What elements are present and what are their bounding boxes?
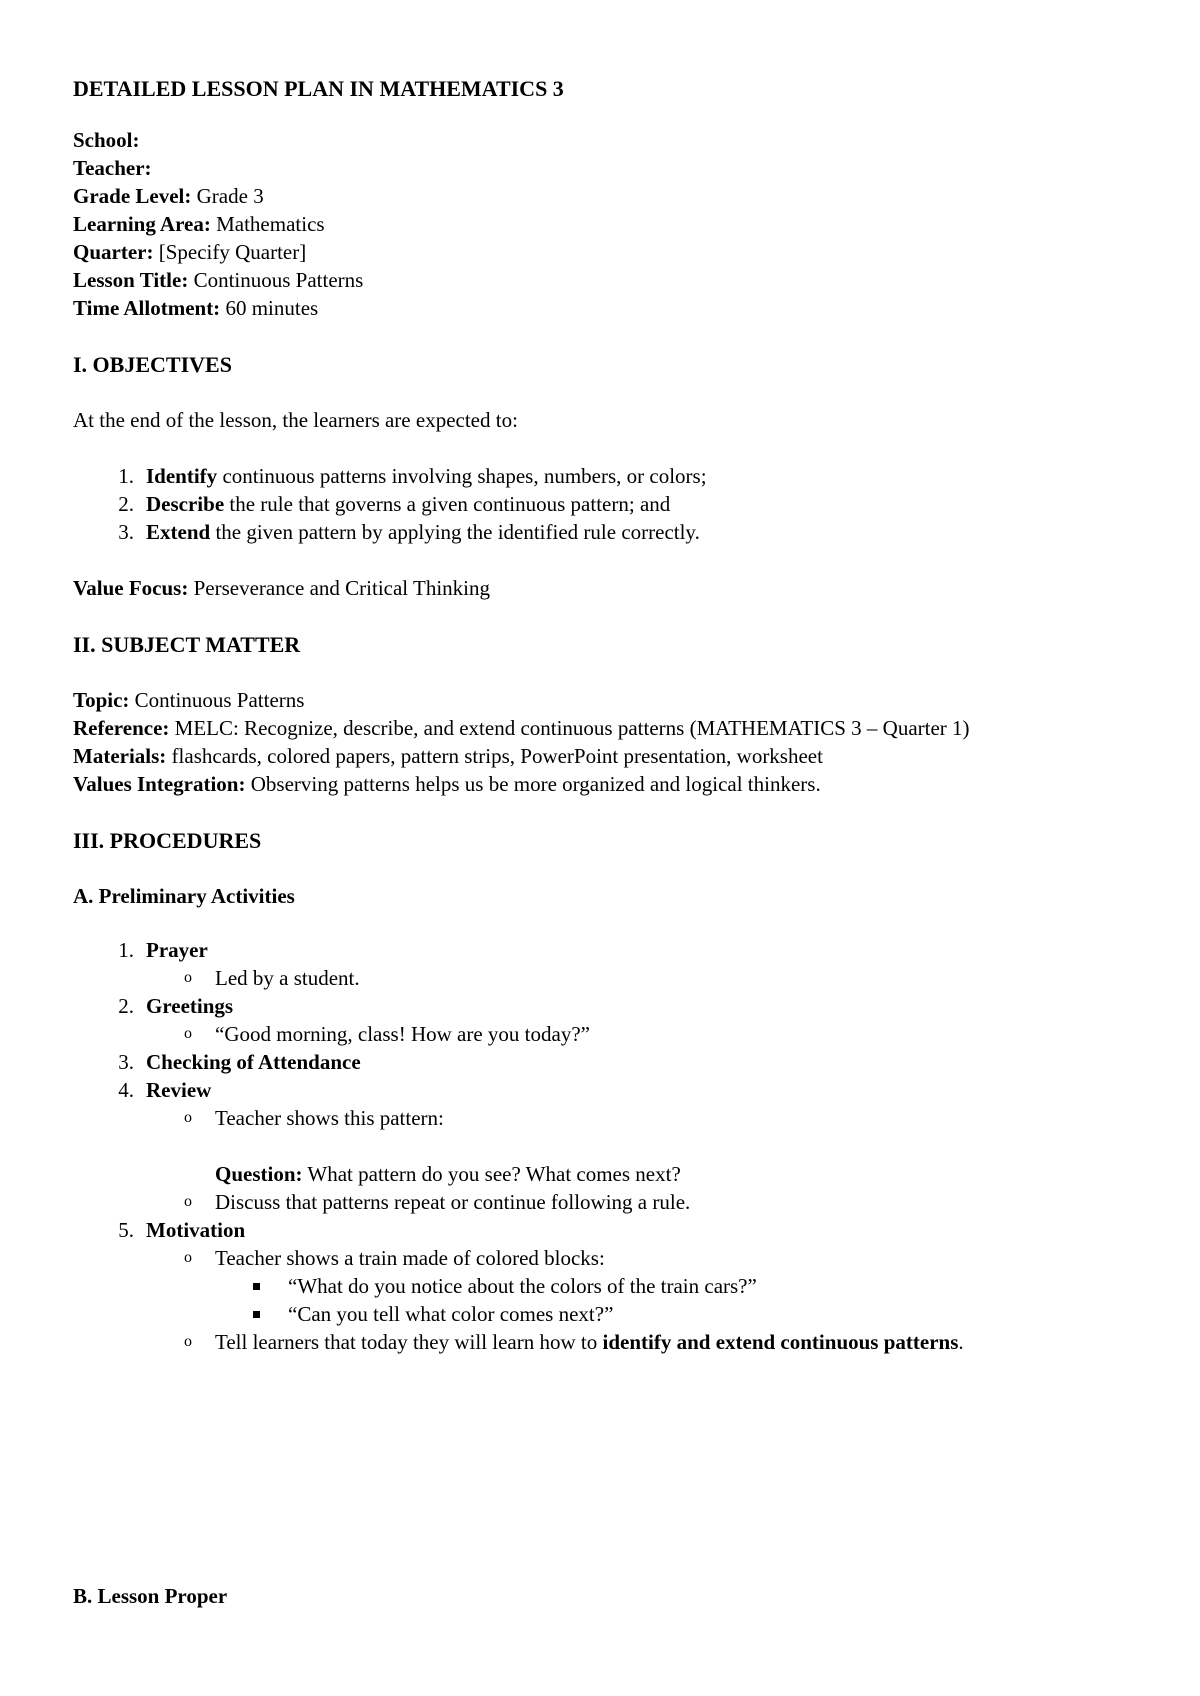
info-lesson-title [73, 266, 1140, 294]
subject-values-integration-value: Observing patterns helps us be more organized and logical thinkers. [250, 772, 821, 796]
value-focus [73, 574, 1140, 602]
objectives-list [73, 462, 1140, 546]
info-quarter-value: [Specify Quarter] [158, 240, 307, 264]
info-grade-level [73, 182, 1140, 210]
list-number: 5. [118, 1218, 134, 1242]
info-lesson-title-value: Continuous Patterns [193, 268, 364, 292]
preliminary-activities-heading: A. Preliminary Activities [73, 884, 295, 908]
review-question [215, 1160, 1140, 1188]
info-quarter-label: Quarter: [73, 240, 154, 264]
subject-materials [73, 742, 1140, 770]
info-grade-level-label: Grade Level: [73, 184, 192, 208]
objective-item [73, 462, 1140, 490]
square-bullet-icon [253, 1283, 260, 1290]
list-number: 1. [118, 938, 134, 962]
objective-verb: Describe [146, 492, 225, 516]
info-learning-area-label: Learning Area: [73, 212, 211, 236]
list-item [142, 964, 1140, 992]
list-item-text: “Can you tell what color comes next?” [288, 1302, 614, 1326]
preliminary-activities-list [73, 936, 1140, 1356]
info-lesson-title-label: Lesson Title: [73, 268, 189, 292]
activity-motivation [73, 1216, 1140, 1356]
lesson-info [73, 126, 1140, 322]
procedures-heading: III. PROCEDURES [73, 828, 262, 853]
objective-item [73, 490, 1140, 518]
subject-topic-label: Topic: [73, 688, 130, 712]
activity-title: Prayer [146, 938, 208, 962]
emphasis-text: identify and extend continuous patterns [602, 1330, 959, 1354]
activity-title: Checking of Attendance [146, 1050, 361, 1074]
list-item-text: Led by a student. [215, 966, 360, 990]
list-item-text: “Good morning, class! How are you today?” [215, 1022, 590, 1046]
info-learning-area-value: Mathematics [216, 212, 325, 236]
list-item-text: Teacher shows a train made of colored blocks: [215, 1246, 605, 1270]
list-item [215, 1300, 1140, 1328]
list-item [142, 1328, 1140, 1356]
list-number: 1. [118, 464, 134, 488]
activity-review [73, 1076, 1140, 1216]
subject-materials-value: flashcards, colored papers, pattern strips, PowerPoint presentation, worksheet [171, 744, 823, 768]
objective-item [73, 518, 1140, 546]
list-number: 3. [118, 1050, 134, 1074]
list-item [142, 1104, 1140, 1188]
question-label: Question: [215, 1162, 303, 1186]
info-time-allotment-value: 60 minutes [225, 296, 319, 320]
info-teacher [73, 154, 1140, 182]
info-teacher-label: Teacher: [73, 156, 152, 180]
info-time-allotment-label: Time Allotment: [73, 296, 221, 320]
list-item-text: Discuss that patterns repeat or continue following a rule. [215, 1190, 691, 1214]
objective-text: the rule that governs a given continuous pattern; and [224, 492, 671, 516]
subject-topic-value: Continuous Patterns [134, 688, 305, 712]
list-number: 3. [118, 520, 134, 544]
activity-prayer [73, 936, 1140, 992]
info-quarter [73, 238, 1140, 266]
subject-reference [73, 714, 1140, 742]
circle-bullet-icon: o [184, 1333, 192, 1350]
subject-values-integration-label: Values Integration: [73, 772, 246, 796]
list-item-text: Teacher shows this pattern: [215, 1106, 444, 1130]
square-bullet-icon [253, 1311, 260, 1318]
value-focus-value: Perseverance and Critical Thinking [193, 576, 491, 600]
circle-bullet-icon: o [184, 1109, 192, 1126]
objectives-heading: I. OBJECTIVES [73, 352, 232, 377]
activity-title: Review [146, 1078, 212, 1102]
list-item [142, 1188, 1140, 1216]
circle-bullet-icon: o [184, 969, 192, 986]
subject-reference-label: Reference: [73, 716, 170, 740]
activity-attendance [73, 1048, 1140, 1076]
list-item [142, 1020, 1140, 1048]
activity-title: Greetings [146, 994, 234, 1018]
value-focus-label: Value Focus: [73, 576, 189, 600]
activity-title: Motivation [146, 1218, 246, 1242]
subject-reference-value: MELC: Recognize, describe, and extend continuous patterns (MATHEMATICS 3 – Quarter 1) [174, 716, 970, 740]
list-item [215, 1272, 1140, 1300]
info-school-label: School: [73, 128, 140, 152]
circle-bullet-icon: o [184, 1025, 192, 1042]
objective-text: the given pattern by applying the identified rule correctly. [210, 520, 700, 544]
circle-bullet-icon: o [184, 1249, 192, 1266]
list-item [142, 1244, 1140, 1328]
objective-verb: Extend [146, 520, 211, 544]
list-number: 4. [118, 1078, 134, 1102]
objective-text: continuous patterns involving shapes, numbers, or colors; [217, 464, 707, 488]
list-item-text: Tell learners that today they will learn how to [215, 1330, 603, 1354]
list-item-text-end: . [958, 1330, 964, 1354]
list-number: 2. [118, 994, 134, 1018]
circle-bullet-icon: o [184, 1193, 192, 1210]
list-item-text: “What do you notice about the colors of the train cars?” [288, 1274, 757, 1298]
subject-values-integration [73, 770, 1140, 798]
info-time-allotment [73, 294, 1140, 322]
objectives-intro: At the end of the lesson, the learners are expected to: [73, 408, 518, 432]
info-grade-level-value: Grade 3 [196, 184, 264, 208]
subject-matter-heading: II. SUBJECT MATTER [73, 632, 301, 657]
objective-verb: Identify [146, 464, 218, 488]
subject-topic [73, 686, 1140, 714]
subject-materials-label: Materials: [73, 744, 167, 768]
lesson-proper-heading: B. Lesson Proper [73, 1584, 228, 1608]
activity-greetings [73, 992, 1140, 1048]
info-school [73, 126, 1140, 154]
document-title: DETAILED LESSON PLAN IN MATHEMATICS 3 [73, 76, 564, 101]
info-learning-area [73, 210, 1140, 238]
question-text: What pattern do you see? What comes next? [307, 1162, 681, 1186]
list-number: 2. [118, 492, 134, 516]
